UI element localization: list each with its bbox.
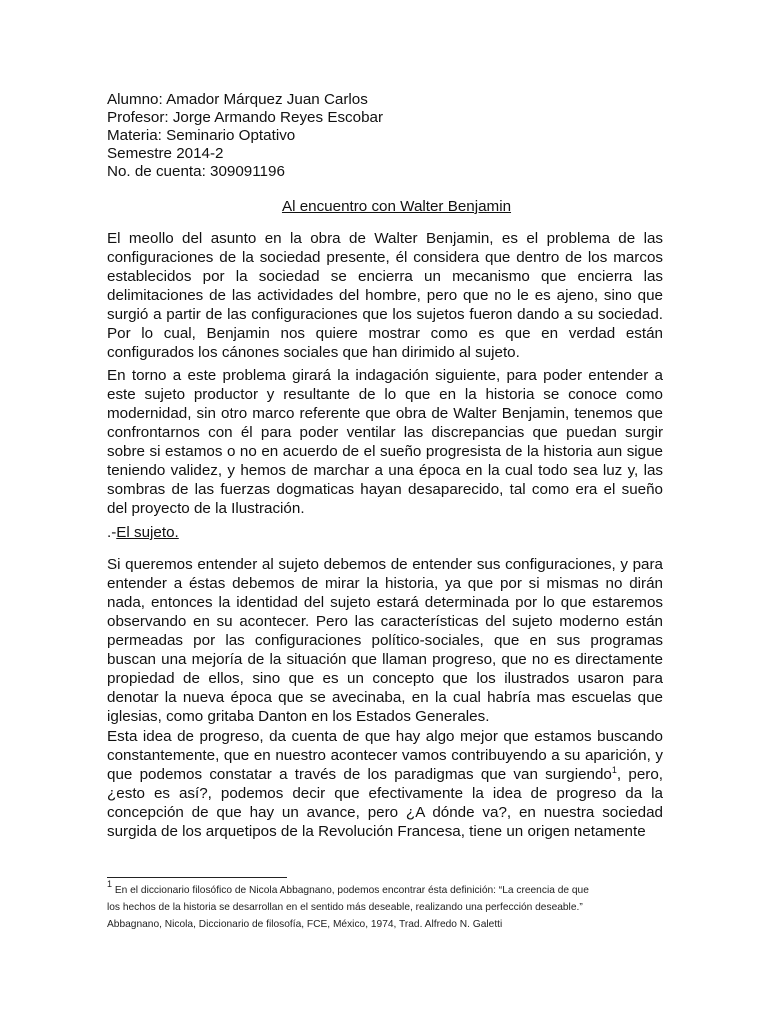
section-heading-text: El sujeto. [116,524,179,541]
subject-name: Materia: Seminario Optativo [107,127,296,144]
semester: Semestre 2014-2 [107,145,224,162]
document-title: Al encuentro con Walter Benjamin [281,198,512,215]
paragraph-3: Si queremos entender al sujeto debemos de entender sus configuraciones, y para entender a éstas debemos de mirar la historia, ya que por si mismas no dirán nada, entonces la identidad del sujeto estará determinada por lo que estaremos observando en su acontecer. Pero las características del sujeto moderno están permeadas por las configuraciones político-sociales, que en sus programas buscan una mejoría de la situación que llaman progreso, que no es directamente propiedad de ellos, sino que es un concepto que los ilustrados usaron para denotar la nueva época que se avecinaba, en la cual habría mas escuelas que iglesias, como gritaba Danton en los Estados Generales. [107,556,663,725]
footnote-reference[interactable]: 1 [611,765,617,775]
footnote-line-3: Abbagnano, Nicola, Diccionario de filosofía, FCE, México, 1974, Trad. Alfredo N. Galetti [107,919,503,930]
professor-name: Profesor: Jorge Armando Reyes Escobar [107,109,384,126]
paragraph-4-part-2: , pero, ¿esto es así?, podemos decir que efectivamente la idea de progreso da la concepción de que hay un avance, pero ¿A dónde va?, en nuestra sociedad surgida de los arquetipos de la Revolución Francesa, tiene un origen netamente [107,766,664,840]
student-name: Alumno: Amador Márquez Juan Carlos [107,91,368,108]
student-info-header [107,91,667,181]
footnote-line-1 [107,879,667,899]
section-heading [107,524,179,542]
footnote [107,879,667,933]
footnote-line-1-text: En el diccionario filosófico de Nicola Abbagnano, podemos encontrar ésta definición: “La creencia de que [112,885,589,896]
paragraph-2: En torno a este problema girará la indagación siguiente, para poder entender a este sujeto productor y resultante de lo que en la historia se conoce como modernidad, sin otro marco referente que obra de Walter Benjamin, tenemos que confrontarnos con él para poder ventilar las discrepancias que puedan surgir sobre si estamos o no en acuerdo de el sueño progresista de la historia aun sigue teniendo validez, y hemos de marchar a una época en la cual todo sea luz y, las sombras de las fuerzas dogmaticas hayan desaparecido, tal como era el sueño del proyecto de la Ilustración. [107,367,663,517]
section-prefix: .- [107,524,117,541]
footnote-line-2: los hechos de la historia se desarrollan en el sentido más deseable, realizando una perfección deseable.” [107,902,583,913]
footnote-marker: 1 [107,879,113,889]
paragraph-4-part-1: Esta idea de progreso, da cuenta de que hay algo mejor que estamos buscando constantemente, que en nuestro acontecer vamos contribuyendo a su aparición, y que podemos constatar a través de los paradigmas que van surgiendo [107,728,663,783]
footnote-separator [107,877,287,878]
paragraph-4 [107,727,663,841]
account-number: No. de cuenta: 309091196 [107,163,285,180]
paragraph-1: El meollo del asunto en la obra de Walter Benjamin, es el problema de las configuraciones de la sociedad presente, él considera que dentro de los marcos establecidos por la sociedad se encierra un mecanismo que encierra las delimitaciones de las actividades del hombre, pero que no le es ajeno, sino que surgió a partir de las configuraciones que los sujetos fueron dando a su sociedad. Por lo cual, Benjamin nos quiere mostrar como es que en verdad están configurados los cánones sociales que han dirimido al sujeto. [107,230,663,361]
